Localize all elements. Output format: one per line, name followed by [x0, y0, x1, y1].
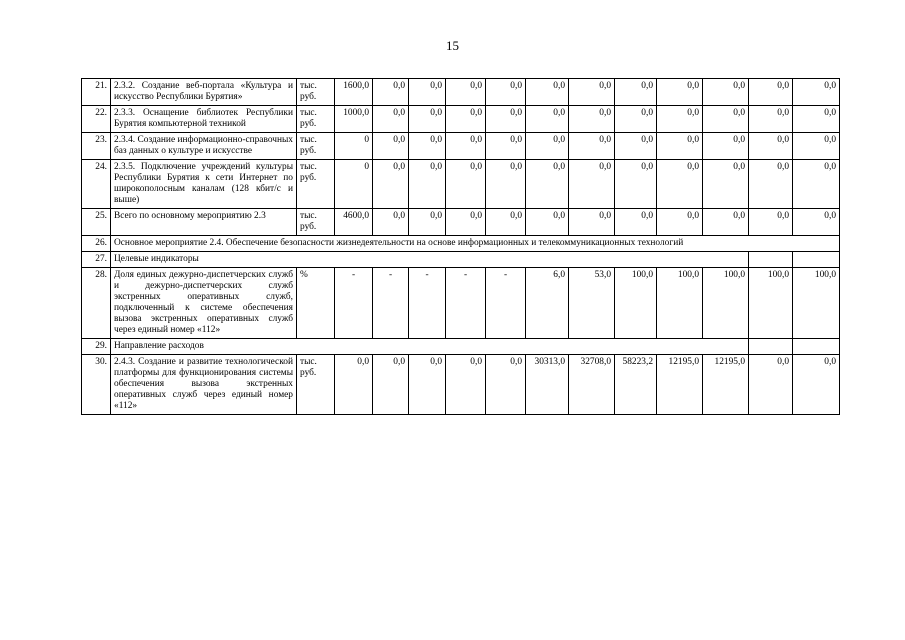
row-number: 28. [82, 268, 111, 339]
page-number: 15 [446, 38, 459, 53]
table-row [82, 106, 840, 133]
value-cell: - [409, 268, 446, 339]
value-cell: 0,0 [569, 133, 615, 160]
table-row [82, 339, 840, 355]
value-cell: 0 [335, 133, 373, 160]
row-description: 2.3.5. Подключение учреждений культуры Республики Бурятия к сети Интернет по широкополосным каналам (128 кбит/с и выше) [111, 160, 297, 209]
row-number: 30. [82, 355, 111, 415]
empty-cell [793, 252, 840, 268]
value-cell: 100,0 [749, 268, 793, 339]
value-cell: 0,0 [335, 355, 373, 415]
empty-cell [793, 339, 840, 355]
row-number: 26. [82, 236, 111, 252]
table-row [82, 209, 840, 236]
row-description: 2.3.4. Создание информационно-справочных баз данных о культуре и искусстве [111, 133, 297, 160]
value-cell: 0,0 [793, 79, 840, 106]
value-cell: 0,0 [749, 355, 793, 415]
row-number: 22. [82, 106, 111, 133]
value-cell: 0,0 [446, 355, 486, 415]
value-cell: 0,0 [615, 133, 657, 160]
value-cell: 12195,0 [657, 355, 703, 415]
value-cell: - [486, 268, 526, 339]
value-cell: 0,0 [486, 133, 526, 160]
row-number: 25. [82, 209, 111, 236]
value-cell: 1000,0 [335, 106, 373, 133]
value-cell: 0,0 [569, 106, 615, 133]
table-row [82, 160, 840, 209]
empty-cell [749, 252, 793, 268]
value-cell: 32708,0 [569, 355, 615, 415]
value-cell: 53,0 [569, 268, 615, 339]
row-description: Доля единых дежурно-диспетчерских служб и дежурно-диспетчерских служб экстренных оперативных служб, подключенный к системе обеспечения вызова экстренных оперативных служб через единый номер «112» [111, 268, 297, 339]
value-cell: 100,0 [657, 268, 703, 339]
budget-table [81, 78, 840, 415]
value-cell: 0,0 [793, 355, 840, 415]
value-cell: 0,0 [526, 209, 569, 236]
value-cell: 0,0 [373, 209, 409, 236]
value-cell: 0,0 [486, 106, 526, 133]
value-cell: 0,0 [793, 160, 840, 209]
row-description: 2.3.3. Оснащение библиотек Республики Бурятия компьютерной техникой [111, 106, 297, 133]
value-cell: 0,0 [749, 79, 793, 106]
value-cell: 30313,0 [526, 355, 569, 415]
row-unit: тыс. руб. [297, 160, 335, 209]
table-row [82, 268, 840, 339]
value-cell: 0,0 [657, 160, 703, 209]
value-cell: 0,0 [615, 160, 657, 209]
value-cell: - [446, 268, 486, 339]
value-cell: 0,0 [446, 79, 486, 106]
value-cell: 0,0 [409, 133, 446, 160]
value-cell: 6,0 [526, 268, 569, 339]
value-cell: - [373, 268, 409, 339]
value-cell: 12195,0 [703, 355, 749, 415]
value-cell: 0,0 [446, 106, 486, 133]
row-number: 21. [82, 79, 111, 106]
value-cell: 0,0 [526, 133, 569, 160]
value-cell: 0,0 [446, 133, 486, 160]
row-description: 2.4.3. Создание и развитие технологической платформы для функционирования системы обеспечения вызова экстренных оперативных служб через единый номер «112» [111, 355, 297, 415]
section-heading: Направление расходов [111, 339, 749, 355]
table-row [82, 79, 840, 106]
value-cell: 0,0 [703, 160, 749, 209]
value-cell: 0,0 [373, 355, 409, 415]
section-heading: Целевые индикаторы [111, 252, 749, 268]
row-number: 29. [82, 339, 111, 355]
value-cell: 0,0 [569, 79, 615, 106]
value-cell: 0,0 [409, 355, 446, 415]
row-unit: % [297, 268, 335, 339]
value-cell: 0,0 [749, 133, 793, 160]
value-cell: 0,0 [409, 106, 446, 133]
row-description: 2.3.2. Создание веб-портала «Культура и искусство Республики Бурятия» [111, 79, 297, 106]
row-number: 23. [82, 133, 111, 160]
value-cell: 0,0 [793, 209, 840, 236]
value-cell: 0,0 [486, 79, 526, 106]
value-cell: 4600,0 [335, 209, 373, 236]
value-cell: 0 [335, 160, 373, 209]
row-description: Всего по основному мероприятию 2.3 [111, 209, 297, 236]
value-cell: 0,0 [793, 106, 840, 133]
value-cell: 0,0 [657, 79, 703, 106]
row-unit: тыс. руб. [297, 106, 335, 133]
row-unit: тыс. руб. [297, 355, 335, 415]
value-cell: 0,0 [569, 160, 615, 209]
value-cell: 0,0 [569, 209, 615, 236]
value-cell: 0,0 [749, 106, 793, 133]
value-cell: 100,0 [793, 268, 840, 339]
row-number: 24. [82, 160, 111, 209]
value-cell: 0,0 [409, 160, 446, 209]
table-row [82, 252, 840, 268]
row-unit: тыс. руб. [297, 79, 335, 106]
value-cell: 0,0 [446, 160, 486, 209]
value-cell: 0,0 [615, 79, 657, 106]
value-cell: 0,0 [446, 209, 486, 236]
value-cell: 0,0 [749, 209, 793, 236]
value-cell: 0,0 [526, 160, 569, 209]
value-cell: 0,0 [373, 133, 409, 160]
value-cell: 0,0 [749, 160, 793, 209]
value-cell: 0,0 [409, 79, 446, 106]
value-cell: 0,0 [373, 79, 409, 106]
value-cell: 0,0 [703, 79, 749, 106]
value-cell: 0,0 [703, 133, 749, 160]
value-cell: 0,0 [409, 209, 446, 236]
value-cell: 0,0 [526, 106, 569, 133]
row-number: 27. [82, 252, 111, 268]
value-cell: 1600,0 [335, 79, 373, 106]
value-cell: 0,0 [486, 160, 526, 209]
value-cell: 0,0 [703, 106, 749, 133]
row-unit: тыс. руб. [297, 209, 335, 236]
table-row [82, 133, 840, 160]
value-cell: 0,0 [373, 160, 409, 209]
value-cell: 0,0 [615, 106, 657, 133]
value-cell: 0,0 [793, 133, 840, 160]
value-cell: - [335, 268, 373, 339]
value-cell: 58223,2 [615, 355, 657, 415]
value-cell: 0,0 [373, 106, 409, 133]
empty-cell [749, 339, 793, 355]
value-cell: 0,0 [657, 209, 703, 236]
row-unit: тыс. руб. [297, 133, 335, 160]
row-heading: Основное мероприятие 2.4. Обеспечение безопасности жизнедеятельности на основе информационных и телекоммуникационных технологий [111, 236, 840, 252]
table-row [82, 236, 840, 252]
value-cell: 0,0 [486, 355, 526, 415]
value-cell: 0,0 [657, 133, 703, 160]
table-row [82, 355, 840, 415]
value-cell: 0,0 [657, 106, 703, 133]
value-cell: 0,0 [486, 209, 526, 236]
value-cell: 0,0 [615, 209, 657, 236]
value-cell: 100,0 [703, 268, 749, 339]
value-cell: 100,0 [615, 268, 657, 339]
value-cell: 0,0 [703, 209, 749, 236]
value-cell: 0,0 [526, 79, 569, 106]
